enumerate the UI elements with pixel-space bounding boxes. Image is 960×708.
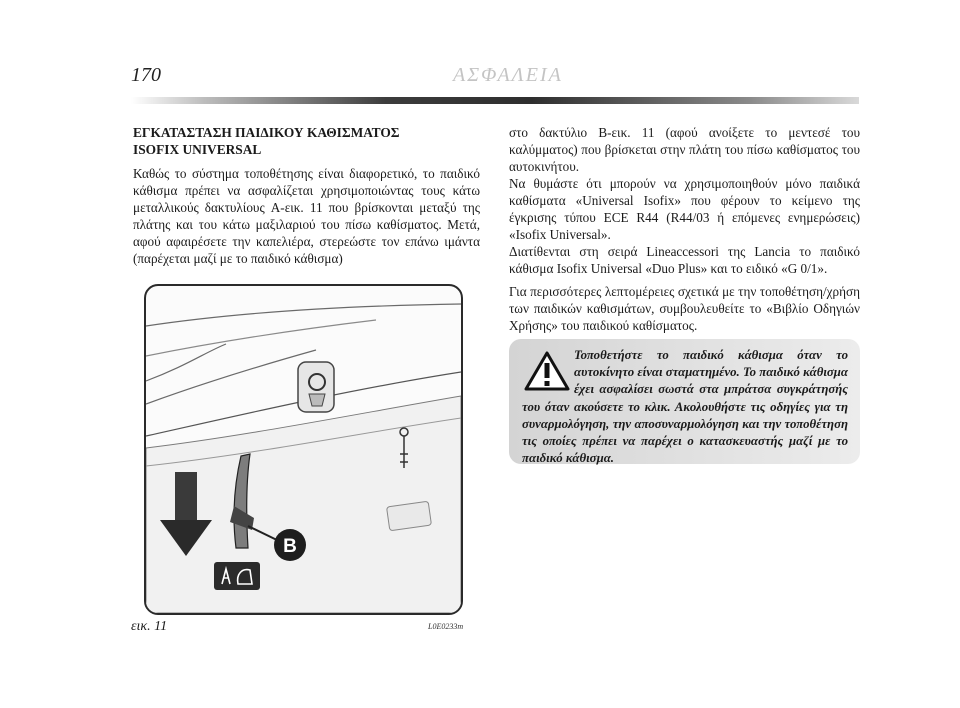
section-title-line2: ISOFIX UNIVERSAL (133, 142, 262, 157)
warning-icon-spacer (522, 347, 574, 397)
isofix-badge-icon (214, 562, 260, 590)
left-column (133, 124, 480, 267)
section-title-line1: ΕΓΚΑΤΑΣΤΑΣΗ ΠΑΙΔΙΚΟΥ ΚΑΘΙΣΜΑΤΟΣ (133, 125, 400, 140)
anchor-cover-b (298, 362, 334, 412)
running-title: ΑΣΦΑΛΕΙΑ (453, 64, 563, 86)
paragraph-3: Διατίθενται στη σειρά Lineaccessori της Lancia το παιδικό κάθισμα Isofix Universal «Duo Plus» και το ειδικό «G 0/1». (509, 244, 860, 276)
figure-code: L0E0233m (428, 622, 464, 631)
figure-caption: εικ. 11 (131, 619, 168, 634)
paragraph-1: Καθώς το σύστημα τοποθέτησης είναι διαφορετικό, το παιδικό κάθισμα πρέπει να ασφαλίζεται χρησιμοποιώντας τους κάτω μεταλλικούς δακτυλίους A-εικ. 11 που βρίσκονται μεταξύ της πλάτης και του κάτω μαξιλαριού του πίσω καθίσματος. Μετά, αφού αφαιρέσετε την καπελιέρα, στερεώστε τον επάνω ιμάντα (παρέχεται μαζί με το παιδικό κάθισμα) (133, 166, 480, 266)
paragraph-1-continued: στο δακτύλιο B-εικ. 11 (αφού ανοίξετε το μεντεσέ του καλύμματος) που βρίσκεται στην πλάτη του πίσω καθίσματος του αυτοκινήτου. (509, 125, 860, 174)
right-column (509, 124, 860, 334)
page-number: 170 (131, 64, 161, 86)
section-title (133, 124, 480, 158)
warning-text: Τοποθετήστε το παιδικό κάθισμα όταν το αυτοκίνητο είναι σταματημένο. Το παιδικό κάθισμα έχει ασφαλίσει σωστά στα μπράτσα συγκράτησής του όταν ακούσετε το κλικ. Ακολουθήστε τις οδηγίες για τη συναρμολόγηση, την αποσυναρμολόγηση και την τοποθέτηση τις οποίες πρέπει να παρέχει ο κατασκευαστής μαζί με το παιδικό κάθισμα. (522, 348, 848, 466)
callout-b-label: B (283, 536, 297, 557)
header-rule (131, 97, 859, 104)
warning-box (509, 339, 860, 464)
warning-text-block (522, 347, 848, 467)
figure-isofix-illustration (144, 284, 463, 615)
paragraph-2: Να θυμάστε ότι μπορούν να χρησιμοποιηθούν μόνο παιδικά καθίσματα «Universal Isofix» που φέρουν το κείμενο της έγκρισης τύπου ECE R44 (R44/03 ή επόμενες ενημερώσεις) «Isofix Universal». (509, 176, 860, 242)
isofix-drawing (146, 286, 461, 613)
callout-b (274, 529, 306, 561)
paragraph-4: Για περισσότερες λεπτομέρειες σχετικά με την τοποθέτηση/χρήση των παιδικών καθισμάτων, συμβουλευθείτε το «Βιβλίο Οδηγιών Χρήσης» του παιδικού καθίσματος. (509, 284, 860, 333)
